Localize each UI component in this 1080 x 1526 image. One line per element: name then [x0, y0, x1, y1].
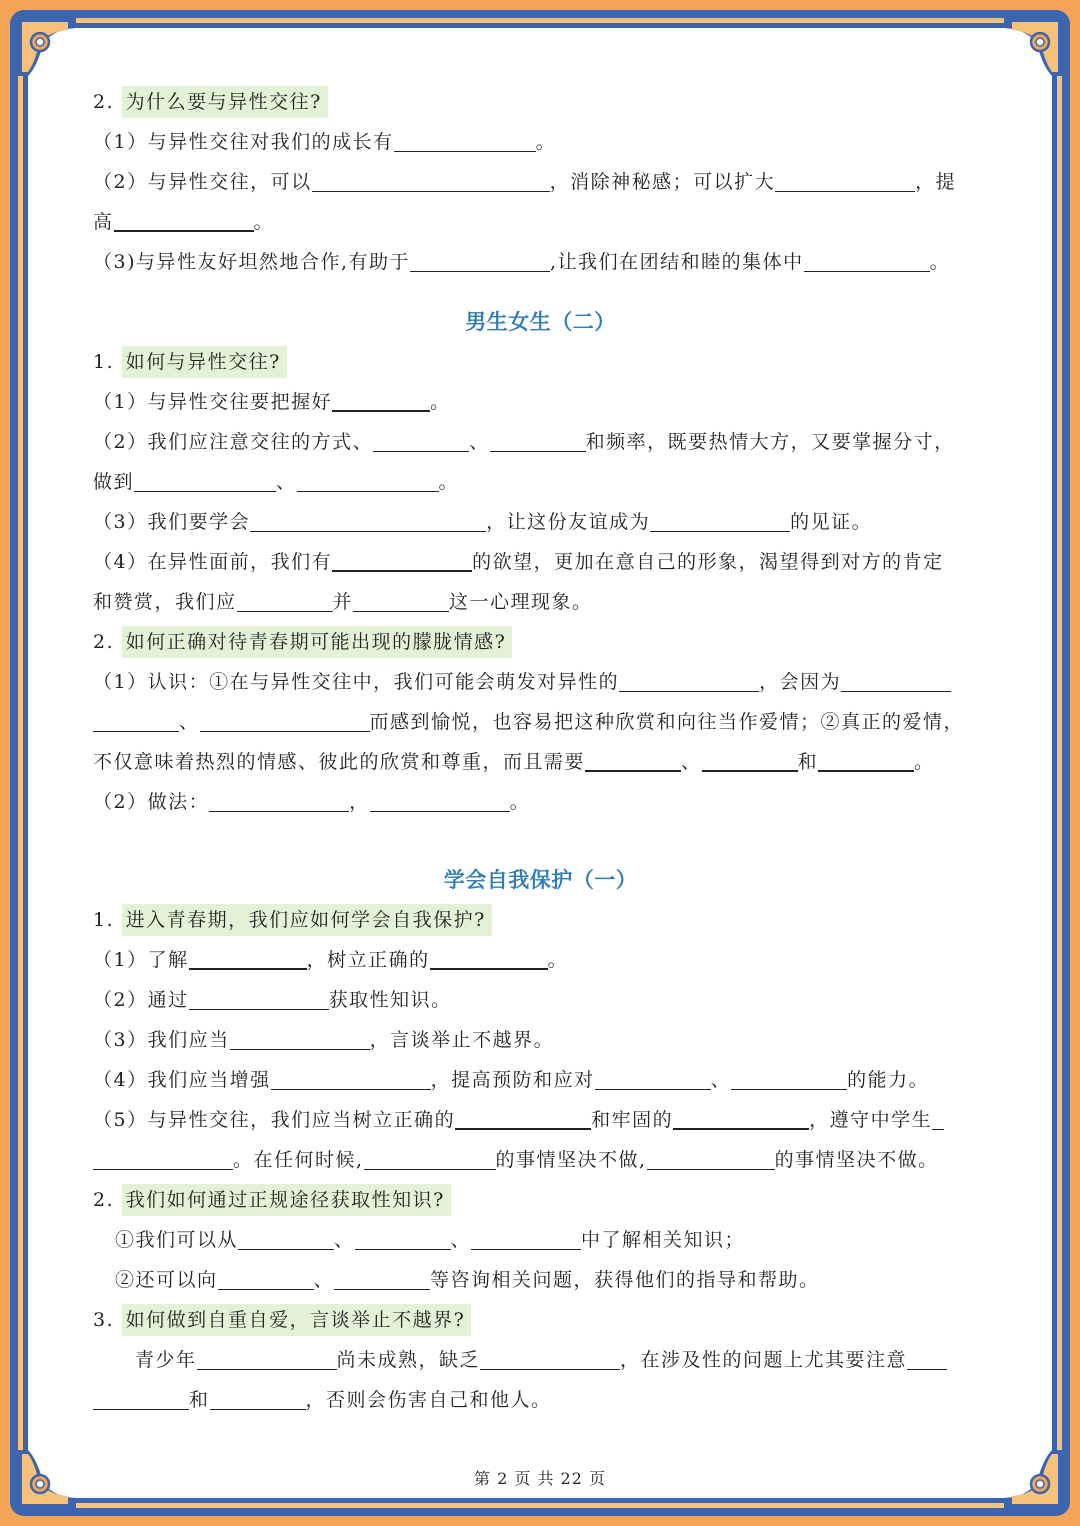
fill-line [93, 1260, 988, 1300]
question-heading [93, 82, 988, 122]
line-text: ，在涉及性的问题上尤其要注意 [620, 1349, 908, 1371]
answer-blank[interactable] [332, 386, 430, 412]
answer-blank[interactable] [189, 944, 307, 970]
fill-line [93, 542, 988, 582]
line-text: 尚未成熟，缺乏 [336, 1349, 481, 1371]
question-text: 进入青春期，我们应如何学会自我保护? [122, 904, 492, 936]
line-text: ， [349, 791, 370, 813]
line-text: （1）认识：①在与异性交往中，我们可能会萌发对异性的 [93, 671, 620, 693]
answer-blank[interactable] [250, 507, 486, 532]
answer-blank[interactable] [230, 1025, 370, 1050]
line-text: 。 [929, 251, 951, 273]
fill-line [93, 1340, 988, 1380]
answer-blank[interactable] [93, 707, 179, 732]
answer-blank[interactable] [93, 1385, 189, 1410]
fill-line [93, 1380, 988, 1420]
answer-blank[interactable] [650, 507, 790, 532]
fill-line [93, 502, 988, 542]
line-text: 。 [430, 391, 451, 413]
section-title: 男生女生（二） [465, 310, 616, 334]
question-number: 2. [93, 91, 122, 113]
question-number: 1. [93, 351, 122, 373]
answer-blank[interactable] [410, 247, 550, 272]
line-text: 不仅意味着热烈的情感、彼此的欣赏和尊重，而且需要 [93, 751, 586, 773]
line-text: （3）我们要学会 [93, 511, 251, 533]
fill-line [93, 382, 988, 422]
answer-blank[interactable] [647, 1145, 775, 1170]
answer-blank[interactable] [312, 167, 550, 192]
question-text: 如何与异性交往? [122, 346, 287, 378]
answer-blank[interactable] [197, 1345, 337, 1370]
answer-blank[interactable] [818, 746, 914, 772]
answer-blank[interactable] [804, 247, 930, 272]
line-text: ，否则会伤害自己和他人。 [305, 1389, 552, 1411]
line-text: 和牢固的 [591, 1109, 674, 1131]
fill-line [93, 1060, 988, 1100]
line-text: 这一心理现象。 [449, 591, 593, 613]
fill-line [93, 702, 988, 742]
answer-blank[interactable] [364, 1145, 496, 1170]
answer-blank[interactable] [471, 1225, 581, 1250]
fill-line [93, 662, 988, 702]
line-text: （4）在异性面前，我们有 [93, 551, 333, 573]
line-text: ，言谈举止不越界。 [369, 1029, 555, 1051]
answer-blank[interactable] [210, 1385, 306, 1410]
fill-line [93, 462, 988, 502]
answer-blank[interactable] [353, 587, 449, 612]
section-title: 学会自我保护（一） [443, 868, 638, 892]
answer-blank[interactable] [673, 1104, 809, 1130]
line-text: （1）了解 [93, 949, 189, 971]
question-text: 如何正确对待青春期可能出现的朦胧情感? [122, 626, 513, 658]
question-heading [93, 622, 988, 662]
line-text: 。 [509, 791, 531, 813]
line-text: 中了解相关知识； [581, 1229, 746, 1251]
line-text: 和 [797, 751, 819, 773]
line-text: 高 [93, 211, 114, 233]
line-text: 的事情坚决不做, [495, 1149, 647, 1171]
answer-blank[interactable] [841, 667, 951, 692]
line-text: （1）与异性交往要把握好 [93, 391, 333, 413]
question-heading [93, 1180, 988, 1220]
worksheet-content [93, 82, 988, 1420]
answer-blank[interactable] [114, 206, 254, 232]
answer-blank[interactable] [373, 427, 469, 452]
question-number: 2. [93, 631, 122, 653]
answer-blank[interactable] [455, 1104, 591, 1130]
answer-blank[interactable] [218, 1265, 314, 1290]
answer-blank[interactable] [134, 467, 276, 492]
answer-blank[interactable] [355, 1225, 451, 1250]
line-text: 、 [313, 1269, 335, 1291]
fill-line [93, 242, 988, 282]
line-text: 等咨询相关问题，获得他们的指导和帮助。 [430, 1269, 820, 1291]
fill-line [93, 782, 988, 822]
answer-blank[interactable] [334, 1265, 430, 1290]
answer-blank[interactable] [238, 1225, 334, 1250]
line-text: （2）做法： [93, 791, 210, 813]
line-text: 、 [179, 711, 200, 733]
question-number: 2. [93, 1189, 122, 1211]
fill-line [93, 1020, 988, 1060]
line-text: 、 [450, 1229, 472, 1251]
answer-blank[interactable] [209, 787, 349, 812]
line-text: 的事情坚决不做。 [774, 1149, 939, 1171]
line-text: 。 [547, 949, 569, 971]
line-text: 和频率，既要热情大方，又要掌握分寸， [585, 431, 955, 453]
line-text: ，遵守中学生 [809, 1109, 933, 1131]
answer-blank[interactable] [200, 707, 370, 732]
answer-blank[interactable] [480, 1345, 620, 1370]
fill-line [93, 582, 988, 622]
fill-line [93, 122, 988, 162]
line-text: 的能力。 [847, 1069, 930, 1091]
line-text: 、 [710, 1069, 732, 1091]
line-text: 的见证。 [790, 511, 873, 533]
answer-blank[interactable] [907, 1345, 947, 1370]
answer-blank[interactable] [731, 1065, 847, 1090]
line-text: 青少年 [135, 1349, 197, 1371]
answer-blank[interactable] [237, 587, 333, 612]
line-text: 。 [438, 471, 460, 493]
answer-blank[interactable] [297, 467, 439, 492]
line-text: ②还可以向 [115, 1269, 218, 1291]
fill-line [93, 162, 988, 202]
fill-line [93, 940, 988, 980]
answer-blank[interactable] [585, 746, 681, 772]
fill-line [93, 980, 988, 1020]
line-text: 获取性知识。 [328, 989, 452, 1011]
fill-line [93, 1220, 988, 1260]
line-text: 。 [253, 211, 275, 233]
answer-blank[interactable] [702, 746, 798, 772]
question-text: 我们如何通过正规途径获取性知识? [122, 1184, 451, 1216]
line-text: 和赞赏，我们应 [93, 591, 237, 613]
line-text: （2）我们应注意交往的方式、 [93, 431, 374, 453]
answer-blank[interactable] [93, 1145, 233, 1170]
answer-blank[interactable] [189, 985, 329, 1010]
line-text: 、 [334, 1229, 355, 1251]
line-text: ，让这份友谊成为 [486, 511, 651, 533]
answer-blank[interactable] [490, 427, 586, 452]
question-heading [93, 1300, 988, 1340]
line-text: （5）与异性交往，我们应当树立正确的 [93, 1109, 456, 1131]
fill-line [93, 202, 988, 242]
line-text: （3）我们应当 [93, 1029, 230, 1051]
line-text: 、 [276, 471, 297, 493]
line-text: ，会因为 [759, 671, 842, 693]
line-text: 和 [189, 1389, 210, 1411]
line-text: （2）通过 [93, 989, 189, 1011]
line-text: ，提 [915, 171, 957, 193]
line-text: ，消除神秘感；可以扩大 [549, 171, 776, 193]
answer-blank[interactable] [332, 546, 472, 572]
line-text: ,让我们在团结和睦的集体中 [550, 251, 804, 273]
line-text: 的欲望，更加在意自己的形象，渴望得到对方的肯定 [472, 551, 944, 573]
line-text: ，提高预防和应对 [430, 1069, 595, 1091]
question-heading [93, 342, 988, 382]
question-text: 为什么要与异性交往? [122, 86, 328, 118]
line-text: （1）与异性交往对我们的成长有 [93, 131, 394, 153]
page-footer: 第 2 页 共 22 页 [474, 1469, 606, 1488]
line-text: 并 [332, 591, 354, 613]
line-text: 、 [681, 751, 702, 773]
fill-line [93, 1100, 988, 1140]
answer-blank[interactable] [271, 1065, 431, 1090]
line-text: （2）与异性交往，可以 [93, 171, 312, 193]
fill-line [93, 1140, 988, 1180]
answer-blank[interactable] [595, 1065, 711, 1090]
line-text: 而感到愉悦，也容易把这种欣赏和向往当作爱情；②真正的爱情， [369, 711, 965, 733]
line-text: （4）我们应当增强 [93, 1069, 271, 1091]
answer-blank[interactable] [394, 127, 536, 152]
line-text: （3)与异性友好坦然地合作,有助于 [93, 251, 411, 273]
line-text: 。 [914, 751, 935, 773]
fill-line [93, 422, 988, 462]
answer-blank[interactable] [619, 667, 759, 692]
answer-blank[interactable] [775, 167, 915, 192]
question-number: 3. [93, 1309, 122, 1331]
answer-blank[interactable] [370, 787, 510, 812]
fill-line [93, 742, 988, 782]
line-text: ①我们可以从 [115, 1229, 239, 1251]
answer-blank[interactable] [430, 944, 548, 970]
corner-ornament-icon [18, 18, 76, 76]
answer-blank[interactable] [932, 1105, 944, 1130]
line-text: ，树立正确的 [306, 949, 430, 971]
line-text: 。 [535, 131, 557, 153]
line-text: 。在任何时候, [233, 1149, 364, 1171]
question-number: 1. [93, 909, 122, 931]
line-text: 做到 [93, 471, 135, 493]
question-heading [93, 900, 988, 940]
corner-ornament-icon [1004, 18, 1062, 76]
question-text: 如何做到自重自爱，言谈举止不越界? [122, 1304, 472, 1336]
line-text: 、 [469, 431, 490, 453]
